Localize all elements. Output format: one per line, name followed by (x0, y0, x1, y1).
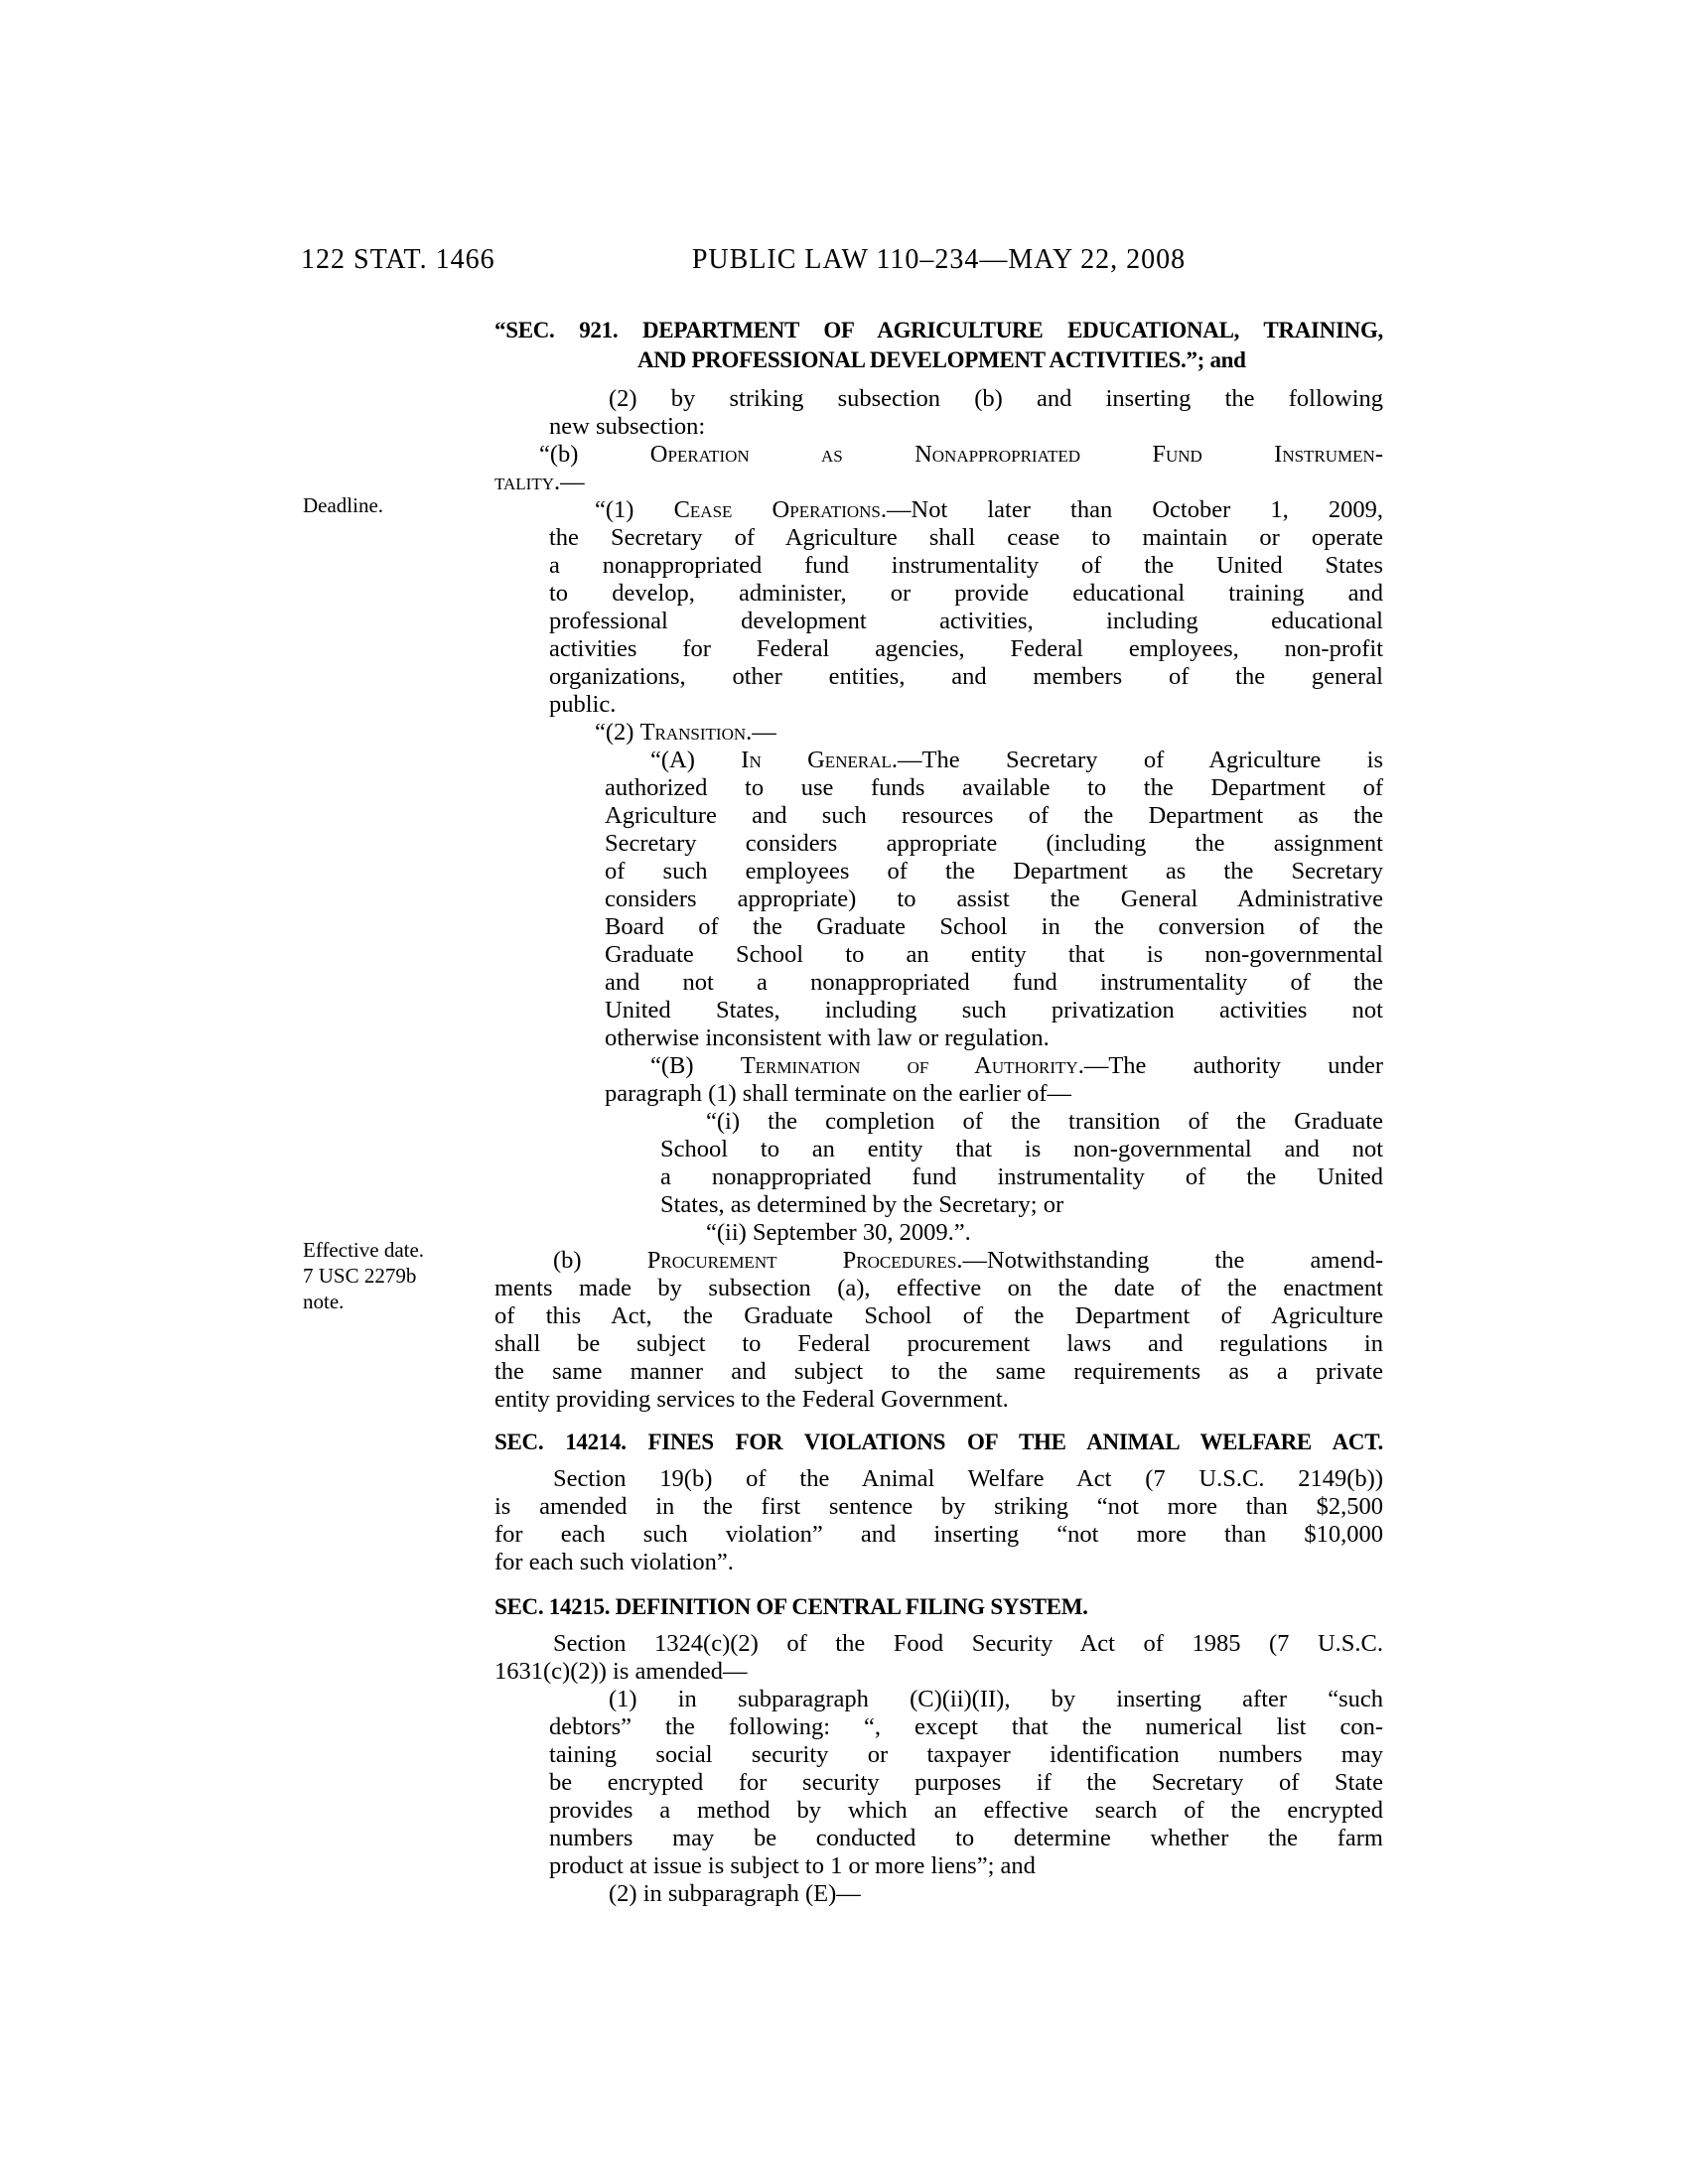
margin-note-line: note. (303, 1290, 345, 1313)
text-line: “SEC. 921. DEPARTMENT OF AGRICULTURE EDUCATIONAL, TRAINING, (494, 318, 1383, 342)
running-head-law-title: PUBLIC LAW 110–234—MAY 22, 2008 (691, 244, 1187, 275)
text-line: (b) Procurement Procedures.—Notwithstanding the amend- (553, 1247, 1383, 1274)
small-caps-text: Procurement Procedures (646, 1247, 957, 1274)
text-line: authorized to use funds available to the Department of (605, 774, 1383, 801)
sec-14215-body (494, 1630, 1385, 1686)
clause-2-striking-subsection (494, 385, 1385, 441)
text-line: public. (549, 691, 617, 718)
text-line: otherwise inconsistent with law or regulation. (605, 1024, 1050, 1051)
small-caps-text: tality (494, 469, 555, 495)
text-line: entity providing services to the Federal Government. (494, 1386, 1009, 1413)
text-line: SEC. 14215. DEFINITION OF CENTRAL FILING SYSTEM. (494, 1594, 1088, 1619)
small-caps-text: Transition (639, 719, 747, 746)
text-line: “(ii) September 30, 2009.”. (706, 1219, 971, 1246)
small-caps-text: Operation as Nonappropriated Fund Instrumen- (649, 441, 1383, 468)
text-line: professional development activities, including educational (549, 608, 1383, 634)
paragraph-2-transition (494, 719, 1385, 747)
text-line: “(A) In General.—The Secretary of Agriculture is (650, 747, 1383, 773)
text-line: the Secretary of Agriculture shall cease to maintain or operate (549, 524, 1383, 551)
clause-i-completion (494, 1108, 1385, 1219)
text-line: organizations, other entities, and members of the general (549, 663, 1383, 690)
text-line: ments made by subsection (a), effective on the date of the enactment (494, 1275, 1383, 1301)
paragraph-1-cease-operations (494, 496, 1385, 719)
text-line: (2) in subparagraph (E)— (609, 1880, 861, 1907)
text-line: States, as determined by the Secretary; or (660, 1191, 1064, 1218)
text-line: is amended in the first sentence by striking “not more than $2,500 (494, 1493, 1383, 1520)
text-line: product at issue is subject to 1 or more liens”; and (549, 1852, 1036, 1879)
text-line: be encrypted for security purposes if the Secretary of State (549, 1769, 1383, 1796)
text-line: “(i) the completion of the transition of the Graduate (706, 1108, 1383, 1135)
text-line: and not a nonappropriated fund instrumentality of the (605, 969, 1383, 996)
text-line: (1) in subparagraph (C)(ii)(II), by inserting after “such (609, 1686, 1383, 1712)
small-caps-text: In General (741, 747, 892, 773)
sec-14214-body (494, 1465, 1385, 1576)
sec-921-heading (494, 316, 1385, 375)
margin-note-deadline: Deadline. (303, 493, 384, 517)
text-line: activities for Federal agencies, Federal employees, non-profit (549, 635, 1383, 662)
text-line: taining social security or taxpayer identification numbers may (549, 1741, 1383, 1768)
page-number-stat: 122 STAT. 1466 (301, 244, 495, 275)
subsection-b-procurement (494, 1247, 1385, 1414)
clause-2-subparagraph-e (494, 1880, 1385, 1908)
text-line: Board of the Graduate School in the conversion of the (605, 913, 1383, 940)
text-line: Graduate School to an entity that is non-governmental (605, 941, 1383, 968)
text-line: Secretary considers appropriate (including the assignment (605, 830, 1383, 857)
text-line: the same manner and subject to the same requirements as a private (494, 1358, 1383, 1385)
text-line: shall be subject to Federal procurement laws and regulations in (494, 1330, 1383, 1357)
text-line: Section 19(b) of the Animal Welfare Act (7 U.S.C. 2149(b)) (553, 1465, 1383, 1492)
text-line: new subsection: (549, 413, 706, 440)
sec-14215-heading (494, 1592, 1385, 1622)
text-line: Section 1324(c)(2) of the Food Security Act of 1985 (7 U.S.C. (553, 1630, 1383, 1657)
text-line: for each such violation”. (494, 1549, 734, 1575)
subparagraph-b-termination (494, 1052, 1385, 1108)
text-line: a nonappropriated fund instrumentality of the United States (549, 552, 1383, 579)
text-line: (2) by striking subsection (b) and inserting the following (609, 385, 1383, 412)
text-line: debtors” the following: “, except that the numerical list con- (549, 1713, 1383, 1740)
text-line: Agriculture and such resources of the Department as the (605, 802, 1383, 829)
text-line: provides a method by which an effective search of the encrypted (549, 1797, 1383, 1824)
text-line: “(2) Transition.— (595, 719, 776, 746)
text-line: a nonappropriated fund instrumentality of the United (660, 1163, 1383, 1190)
small-caps-text: Cease Operations (673, 496, 881, 523)
clause-1-subparagraph-c (494, 1686, 1385, 1880)
text-line: AND PROFESSIONAL DEVELOPMENT ACTIVITIES.”; and (637, 347, 1246, 372)
text-line: “(b) Operation as Nonappropriated Fund Instrumen- (539, 441, 1383, 468)
margin-note-line: 7 USC 2279b (303, 1264, 417, 1288)
clause-ii-date (494, 1219, 1385, 1247)
subsection-b-operation (494, 441, 1385, 496)
text-line: of this Act, the Graduate School of the Department of Agriculture (494, 1302, 1383, 1329)
text-line: of such employees of the Department as the Secretary (605, 858, 1383, 885)
text-line: School to an entity that is non-governmental and not (660, 1136, 1383, 1162)
text-line: “(1) Cease Operations.—Not later than October 1, 2009, (595, 496, 1383, 523)
sec-14214-heading (494, 1428, 1385, 1457)
text-line: numbers may be conducted to determine whether the farm (549, 1825, 1383, 1851)
text-line: tality.— (494, 469, 585, 495)
margin-note-effective-date (303, 1237, 487, 1314)
text-line: for each such violation” and inserting “not more than $10,000 (494, 1521, 1383, 1548)
small-caps-text: Termination of Authority (740, 1052, 1078, 1079)
margin-note-line: Effective date. (303, 1238, 425, 1262)
text-line: 1631(c)(2)) is amended— (494, 1658, 748, 1685)
text-line: to develop, administer, or provide educational training and (549, 580, 1383, 607)
text-line: SEC. 14214. FINES FOR VIOLATIONS OF THE ANIMAL WELFARE ACT. (494, 1430, 1383, 1454)
text-line: “(B) Termination of Authority.—The authority under (650, 1052, 1383, 1079)
text-line: considers appropriate) to assist the General Administrative (605, 886, 1383, 912)
statute-body-text (494, 316, 1385, 1908)
text-line: United States, including such privatization activities not (605, 997, 1383, 1024)
subparagraph-a-in-general (494, 747, 1385, 1052)
text-line: paragraph (1) shall terminate on the earlier of— (605, 1080, 1072, 1107)
